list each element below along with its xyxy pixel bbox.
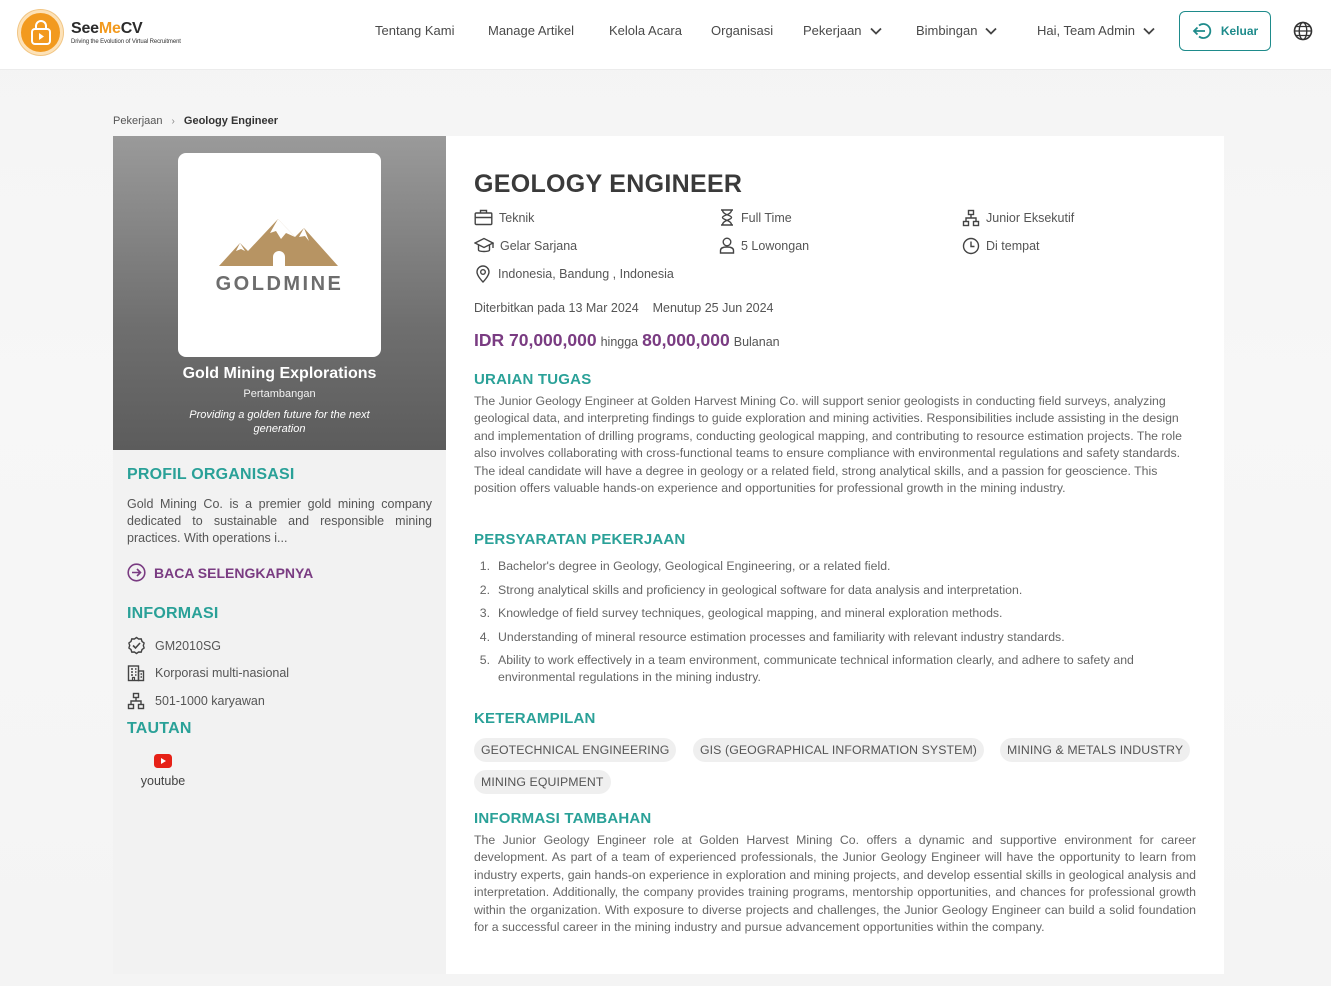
- nav-jobs-label: Pekerjaan: [803, 23, 862, 38]
- skill-chip: MINING EQUIPMENT: [474, 770, 611, 794]
- company-name: Gold Mining Explorations: [182, 365, 377, 382]
- youtube-icon: [154, 754, 172, 768]
- arrow-circle-right-icon: [127, 563, 146, 582]
- salary-min: IDR 70,000,000: [474, 330, 597, 350]
- salary-max: 80,000,000: [642, 330, 730, 350]
- job-dates: Diterbitkan pada 13 Mar 2024 Menutup 25 Jun 2024: [474, 301, 774, 315]
- company-hero: [113, 136, 446, 450]
- read-more-label: BACA SELENGKAPNYA: [154, 564, 314, 581]
- read-more-link[interactable]: [127, 563, 313, 582]
- clock-icon: [962, 237, 980, 255]
- job-work-mode: Di tempat: [962, 237, 1040, 255]
- graduation-cap-icon: [474, 237, 494, 254]
- company-sidebar: [113, 136, 446, 974]
- job-education: Gelar Sarjana: [474, 237, 577, 254]
- brand-tagline: Driving the Evolution of Virtual Recruitment: [71, 38, 181, 45]
- skill-chip: GIS (GEOGRAPHICAL INFORMATION SYSTEM): [693, 738, 984, 762]
- youtube-label: youtube: [140, 774, 186, 788]
- job-employment-type: Full Time: [719, 209, 792, 226]
- logout-label: Keluar: [1220, 24, 1259, 38]
- salary-between: hingga: [600, 335, 639, 349]
- briefcase-icon: [474, 209, 493, 226]
- building-icon: [127, 664, 145, 682]
- nav-jobs-dropdown[interactable]: [803, 23, 882, 38]
- company-logo: [178, 153, 381, 357]
- job-salary: [474, 330, 784, 351]
- job-title: GEOLOGY ENGINEER: [474, 170, 743, 198]
- breadcrumb-jobs-link[interactable]: Pekerjaan: [113, 115, 163, 127]
- breadcrumb: [113, 115, 278, 127]
- info-section-title: INFORMASI: [127, 605, 219, 622]
- location-pin-icon: [474, 265, 492, 283]
- nav-events[interactable]: Kelola Acara: [609, 23, 682, 38]
- user-menu-dropdown[interactable]: [1037, 23, 1155, 38]
- nav-organization[interactable]: Organisasi: [711, 23, 774, 38]
- logout-button[interactable]: [1179, 11, 1271, 51]
- links-section-title: TAUTAN: [127, 720, 192, 737]
- company-size-row: [127, 692, 265, 710]
- youtube-link[interactable]: [135, 754, 191, 788]
- profile-section-title: PROFIL ORGANISASI: [127, 466, 295, 483]
- top-navbar: [0, 0, 1331, 70]
- company-type-row: [127, 664, 289, 682]
- company-type: Korporasi multi-nasional: [155, 666, 290, 680]
- chevron-down-icon: [1143, 27, 1155, 35]
- list-item: 2. Strong analytical skills and proficiency in geological software for data analysis and interpretation.: [479, 583, 1023, 597]
- hourglass-icon: [719, 209, 735, 226]
- salary-period: Bulanan: [733, 335, 780, 349]
- chevron-right-icon: ›: [171, 115, 175, 127]
- list-item: 1. Bachelor's degree in Geology, Geological Engineering, or a related field.: [479, 559, 891, 573]
- duties-title: URAIAN TUGAS: [474, 371, 592, 388]
- company-size: 501-1000 karyawan: [155, 694, 265, 708]
- company-profile-text: Gold Mining Co. is a premier gold mining company dedicated to sustainable and responsible mining practices. With operations i...: [127, 497, 432, 545]
- list-item: 3. Knowledge of field survey techniques, geological mapping, and mineral exploration methods.: [479, 606, 1003, 620]
- skills-title: KETERAMPILAN: [474, 710, 596, 727]
- additional-info-title: INFORMASI TAMBAHAN: [474, 810, 652, 827]
- nav-mentoring-dropdown[interactable]: [916, 23, 997, 38]
- job-vacancies: 5 Lowongan: [719, 237, 809, 254]
- requirements-title: PERSYARATAN PEKERJAAN: [474, 531, 686, 548]
- company-industry: Pertambangan: [243, 388, 316, 400]
- list-item: 5. Ability to work effectively in a team environment, communicate technical information clearly, and adhere to safety and environmental regulations in the mining industry.: [479, 653, 1134, 684]
- company-code: GM2010SG: [155, 638, 222, 653]
- logout-icon: [1192, 22, 1212, 40]
- chevron-down-icon: [985, 27, 997, 35]
- user-greeting: Hai, Team Admin: [1037, 23, 1136, 38]
- brand-logo-icon: [18, 10, 63, 55]
- verified-badge-icon: [127, 636, 146, 655]
- job-level: Junior Eksekutif: [962, 209, 1074, 227]
- org-chart-icon: [127, 692, 145, 710]
- company-tagline: Providing a golden future for the next generation: [189, 409, 370, 435]
- nav-mentoring-label: Bimbingan: [916, 23, 978, 38]
- globe-language-icon[interactable]: [1293, 21, 1313, 41]
- job-detail-card: [446, 136, 1224, 974]
- company-code-row: [127, 636, 221, 655]
- breadcrumb-current: Geology Engineer: [183, 115, 279, 127]
- job-category: Teknik: [474, 209, 534, 226]
- duties-text: The Junior Geology Engineer at Golden Harvest Mining Co. will support senior geologists in conducting field surveys, analyzing geological data, and interpreting findings to guide exploration and mining activities. Responsibilities include assisting in the design and implementation of drilling programs, conducting geological mapping, and contributing to resource estimation projects. The role also involves collaborating with cross-functional teams to ensure compliance with environmental regulations and safety standards. The ideal candidate will have a degree in geology or a related field, strong analytical skills, and a passion for geoscience. This position offers valuable hands-on experience and opportunities for professional growth in the mining industry.: [474, 394, 1182, 496]
- user-icon: [719, 237, 735, 254]
- svg-text:GOLDMINE: GOLDMINE: [215, 273, 344, 295]
- additional-info-text: The Junior Geology Engineer role at Golden Harvest Mining Co. offers a dynamic and supportive environment for career development. As part of a team of experienced professionals, the Junior Geology Engineer will have the opportunity to learn from industry experts, gain hands-on experience in exploration and mining projects, and develop essential skills in geological analysis and interpretation. Additionally, the company provides training programs, mentorship opportunities, and chances for professional growth within the organization. With exposure to diverse projects and challenges, the Junior Geology Engineer can build a solid foundation for a successful career in the mining industry and pursue advancement opportunities within the company.: [474, 833, 1196, 935]
- job-location: Indonesia, Bandung , Indonesia: [474, 265, 674, 283]
- nav-articles[interactable]: Manage Artikel: [488, 23, 574, 38]
- list-item: 4. Understanding of mineral resource estimation processes and familiarity with relevant industry standards.: [479, 630, 1065, 644]
- skill-chip: GEOTECHNICAL ENGINEERING: [474, 738, 676, 762]
- brand-logo[interactable]: [18, 10, 181, 55]
- org-chart-icon: [962, 209, 980, 227]
- goldmine-logo-icon: [178, 153, 381, 357]
- skill-chip: MINING & METALS INDUSTRY: [1000, 738, 1190, 762]
- brand-name: SeeMeCV: [71, 19, 143, 37]
- nav-about[interactable]: Tentang Kami: [375, 23, 455, 38]
- chevron-down-icon: [870, 27, 882, 35]
